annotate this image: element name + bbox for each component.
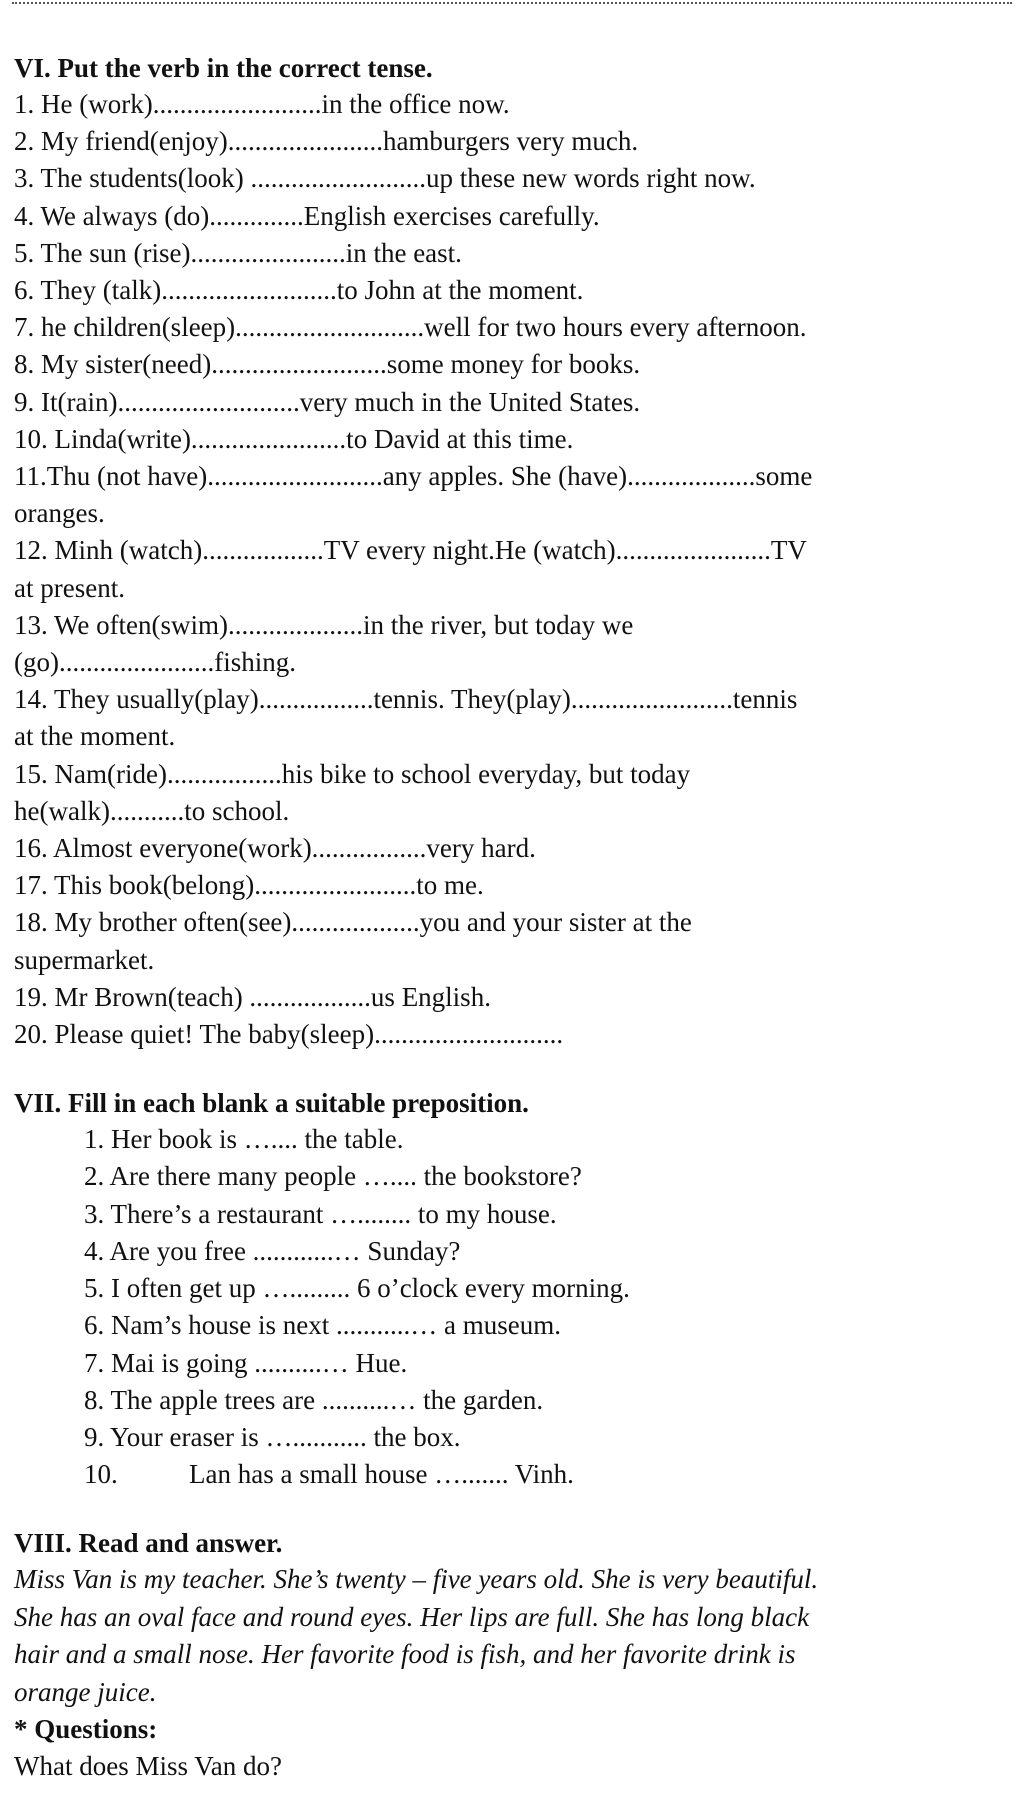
exercise-line: 9. Your eraser is …........... the box. — [84, 1421, 461, 1452]
exercise-line: at present. — [14, 572, 125, 603]
exercise-line: 5. I often get up …......... 6 o’clock every morning. — [84, 1273, 630, 1304]
exercise-line: 15. Nam(ride).................his bike to school everyday, but today — [14, 758, 691, 789]
exercise-line: 16. Almost everyone(work).................very hard. — [14, 833, 536, 864]
exercise-line: 8. The apple trees are ..........… the garden. — [84, 1384, 544, 1415]
exercise-line: 14. They usually(play).................tennis. They(play)........................tennis — [14, 684, 798, 715]
exercise-line: 18. My brother often(see)...................you and your sister at the — [14, 907, 692, 938]
section-title: VI. Put the verb in the correct tense. — [14, 53, 433, 83]
exercise-line: 2. My friend(enjoy).......................hamburgers very much. — [14, 126, 639, 157]
exercise-line — [14, 1456, 1014, 1493]
exercise-line: 6. They (talk)..........................to John at the moment. — [14, 275, 584, 306]
spacer — [14, 1053, 1014, 1085]
exercise-line: 3. There’s a restaurant …........ to my house. — [84, 1198, 557, 1229]
section-title: VII. Fill in each blank a suitable preposition. — [14, 1088, 529, 1119]
passage-line: hair and a small nose. Her favorite food is fish, and her favorite drink is — [14, 1639, 796, 1670]
section-preposition — [14, 1085, 1014, 1493]
passage-line: orange juice. — [14, 1676, 157, 1707]
section-reading — [14, 1525, 1014, 1785]
section-verb-tense — [14, 50, 1014, 1053]
exercise-line: 17. This book(belong)........................to me. — [14, 870, 484, 901]
exercise-line: at the moment. — [14, 721, 176, 752]
exercise-line: 4. Are you free ............… Sunday? — [84, 1235, 461, 1266]
exercise-line: (go).......................fishing. — [14, 647, 296, 678]
passage-line: Miss Van is my teacher. She’s twenty – five years old. She is very beautiful. — [14, 1564, 819, 1595]
exercise-line: 9. It(rain)...........................very much in the United States. — [14, 386, 641, 417]
exercise-line: 12. Minh (watch)..................TV every night.He (watch).......................TV — [14, 535, 807, 566]
top-dotted-divider — [12, 2, 1012, 4]
exercise-line: 10. Linda(write).......................to David at this time. — [14, 423, 574, 454]
exercise-line: 7. Mai is going ..........… Hue. — [84, 1347, 408, 1378]
exercise-line: he(walk)...........to school. — [14, 795, 290, 826]
exercise-line: 7. he children(sleep)............................well for two hours every afternoon. — [14, 312, 807, 343]
worksheet-page — [14, 50, 1014, 1786]
exercise-line: 6. Nam’s house is next ...........… a museum. — [84, 1310, 561, 1341]
exercise-line: 1. Her book is ….... the table. — [84, 1124, 404, 1155]
exercise-line: 20. Please quiet! The baby(sleep)............................ — [14, 1019, 564, 1050]
exercise-line: 3. The students(look) ..........................up these new words right now. — [14, 163, 756, 194]
passage-line: She has an oval face and round eyes. Her lips are full. She has long black — [14, 1601, 810, 1632]
exercise-line: supermarket. — [14, 944, 155, 975]
exercise-line: 13. We often(swim)....................in the river, but today we — [14, 609, 634, 640]
exercise-line: 11.Thu (not have)..........................any apples. She (have)...................some — [14, 461, 813, 492]
item-number: 10. — [84, 1459, 118, 1490]
exercise-line: oranges. — [14, 498, 105, 529]
exercise-line: 8. My sister(need)..........................some money for books. — [14, 349, 641, 380]
section-title: VIII. Read and answer. — [14, 1528, 283, 1559]
exercise-line: 1. He (work).........................in the office now. — [14, 89, 510, 119]
question-line: What does Miss Van do? — [14, 1751, 282, 1782]
exercise-line: 2. Are there many people ….... the bookstore? — [84, 1161, 582, 1192]
spacer — [14, 1493, 1014, 1525]
item-text: Lan has a small house …....... Vinh. — [189, 1459, 574, 1490]
exercise-line: 5. The sun (rise).......................in the east. — [14, 237, 462, 268]
questions-heading: * Questions: — [14, 1714, 158, 1745]
exercise-line: 19. Mr Brown(teach) ..................us English. — [14, 981, 491, 1012]
exercise-line: 4. We always (do)..............English exercises carefully. — [14, 200, 600, 231]
